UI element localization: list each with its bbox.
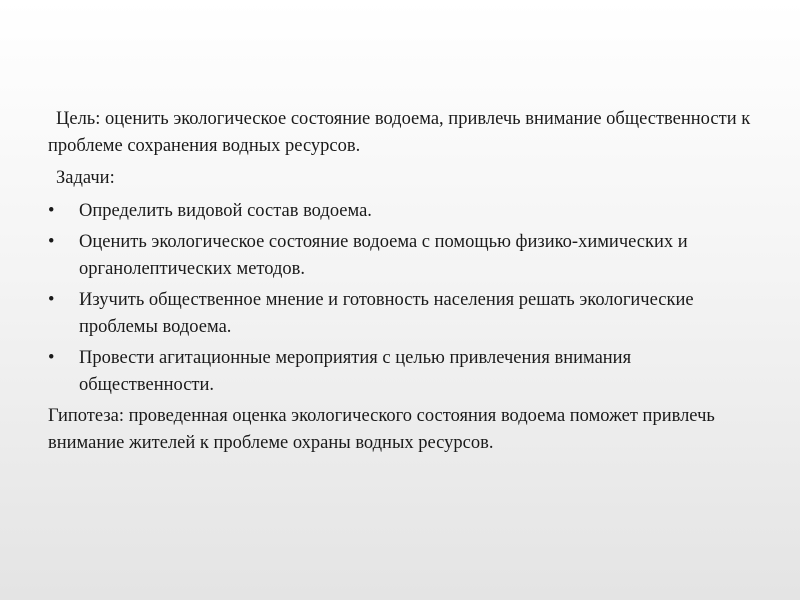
- slide-content: [48, 106, 760, 462]
- list-item: [48, 229, 760, 283]
- task-text: Изучить общественное мнение и готовность населения решать экологические проблемы водоема.: [79, 290, 694, 337]
- bullet-icon: •: [48, 348, 55, 368]
- list-item: [48, 345, 760, 399]
- bullet-icon: •: [48, 201, 55, 221]
- list-item: [48, 198, 760, 225]
- task-text: Оценить экологическое состояние водоема с помощью физико-химических и органолептических методов.: [79, 232, 688, 279]
- bullet-icon: •: [48, 290, 55, 310]
- tasks-heading: Задачи:: [56, 168, 115, 188]
- tasks-list: [48, 198, 760, 399]
- hypothesis-text: Гипотеза: проведенная оценка экологического состояния водоема поможет привлечь внимание жителей к проблеме охраны водных ресурсов.: [48, 406, 715, 453]
- bullet-icon: •: [48, 232, 55, 252]
- task-text: Определить видовой состав водоема.: [79, 201, 372, 221]
- task-text: Провести агитационные мероприятия с целью привлечения внимания общественности.: [79, 348, 632, 395]
- list-item: [48, 287, 760, 341]
- goal-text: Цель: оценить экологическое состояние водоема, привлечь внимание общественности к проблеме сохранения водных ресурсов.: [48, 109, 751, 156]
